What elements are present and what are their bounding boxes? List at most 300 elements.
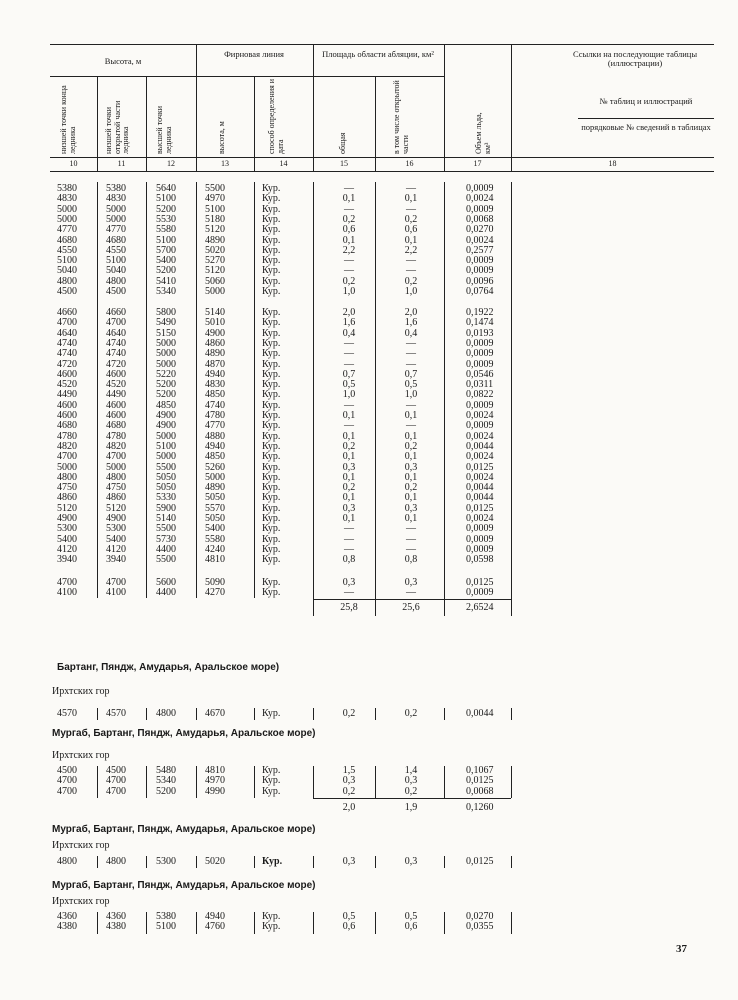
table-cell: 0,0044 [466, 492, 494, 504]
section-subtitle: Ирхтских гор [52, 686, 110, 697]
table-cell: — [344, 183, 354, 194]
table-cell: 4940 [205, 440, 225, 452]
table-cell: 4820 [106, 440, 126, 452]
table-cell: 4520 [57, 379, 77, 391]
table-cell: 4100 [57, 587, 77, 599]
table-cell: 0,0009 [466, 203, 494, 215]
table-cell: 4890 [205, 234, 225, 246]
table-cell: 4900 [57, 513, 77, 524]
table-cell: — [406, 399, 416, 411]
total-cell: 25,8 [340, 602, 358, 613]
table-cell: 4900 [156, 420, 176, 432]
table-cell: 4870 [205, 358, 225, 370]
column-rule [375, 766, 376, 798]
table-cell: 5000 [156, 348, 176, 360]
cell: 4670 [205, 708, 225, 719]
table-cell: 5220 [156, 368, 176, 380]
cell: 4570 [106, 708, 126, 719]
table-cell: 5580 [205, 533, 225, 545]
table-cell: — [406, 348, 416, 360]
table-cell: 0,2 [404, 213, 418, 225]
table-cell: 4740 [106, 337, 126, 349]
table-cell: 5050 [156, 471, 176, 483]
table-cell: 4880 [205, 430, 225, 442]
section-title: Мургаб, Бартанг, Пяндж, Амударья, Аральское море) [52, 824, 316, 835]
table-cell: 5010 [205, 317, 225, 329]
table-cell: 5400 [156, 255, 176, 267]
table-cell: Кур. [262, 410, 281, 421]
table-cell: 0,1 [342, 234, 356, 246]
table-cell: 1,5 [342, 765, 356, 776]
column-rule [313, 766, 314, 798]
table-cell: 4700 [57, 785, 77, 797]
table-cell: 4740 [106, 348, 126, 360]
table-cell: Кур. [262, 523, 281, 535]
section-title: Мургаб, Бартанг, Пяндж, Амударья, Аральское море) [52, 880, 316, 891]
col-num: 11 [117, 159, 126, 168]
table-cell: Кур. [262, 921, 281, 933]
table-cell: 4940 [205, 368, 225, 380]
column-rule [97, 708, 98, 720]
total-row [0, 803, 738, 814]
table-cell: Кур. [262, 265, 281, 277]
table-cell: Кур. [262, 307, 281, 318]
column-rule [313, 856, 314, 868]
table-cell: 5200 [156, 785, 176, 797]
table-cell: 4120 [57, 543, 77, 555]
table-cell: 4700 [106, 451, 126, 463]
col-num: 10 [69, 159, 78, 168]
table-cell: 4970 [205, 775, 225, 787]
table-cell: 5400 [106, 533, 126, 545]
table-cell: 5200 [156, 203, 176, 215]
table-cell: — [344, 587, 354, 599]
table-cell: 4270 [205, 587, 225, 599]
section-subtitle: Ирхтских гор [52, 750, 110, 761]
table-cell: Кур. [262, 213, 281, 225]
table-cell: 0,0009 [466, 399, 494, 411]
table-cell: 0,2 [342, 785, 356, 797]
table-cell: Кур. [262, 420, 281, 432]
table-cell: 4970 [205, 193, 225, 205]
table-cell: 0,1 [404, 430, 418, 442]
table-cell: 0,8 [342, 554, 356, 566]
table-cell: 0,3 [342, 502, 356, 514]
table-cell: 0,1922 [466, 307, 494, 318]
table-cell: Кур. [262, 440, 281, 452]
table-cell: 0,1 [404, 492, 418, 504]
cell: 0,3 [404, 856, 418, 867]
table-cell: 5000 [156, 451, 176, 463]
table-cell: 4770 [106, 224, 126, 236]
table-cell: 0,0009 [466, 420, 494, 432]
table-cell: 2,0 [404, 307, 418, 318]
table-cell: 4500 [57, 765, 77, 776]
col-num: 17 [473, 159, 482, 168]
table-cell: 0,0193 [466, 327, 494, 339]
table-cell: 0,7 [342, 368, 356, 380]
cell: 4800 [57, 856, 77, 867]
header-num-rule-bottom [50, 171, 714, 172]
table-cell: Кур. [262, 587, 281, 599]
table-cell: 4360 [57, 911, 77, 922]
table-cell: 4680 [57, 234, 77, 246]
table-cell: — [344, 265, 354, 277]
table-cell: 1,4 [404, 765, 418, 776]
table-cell: Кур. [262, 379, 281, 391]
table-cell: Кур. [262, 775, 281, 787]
table-cell: 0,6 [404, 224, 418, 236]
header-vline [511, 44, 512, 171]
table-cell: 0,1 [404, 234, 418, 246]
table-cell: 5020 [205, 244, 225, 256]
table-cell: 0,0009 [466, 255, 494, 267]
column-rule [196, 708, 197, 720]
table-cell: 4900 [205, 327, 225, 339]
table-cell: 5300 [57, 523, 77, 535]
table-cell: 4740 [57, 348, 77, 360]
table-cell: Кур. [262, 203, 281, 215]
table-cell: 0,1 [342, 513, 356, 524]
table-cell: 4830 [106, 193, 126, 205]
table-cell: 4700 [106, 785, 126, 797]
table-cell: 5000 [57, 461, 77, 473]
table-cell: 4520 [106, 379, 126, 391]
table-cell: 4500 [106, 286, 126, 297]
table-cell: 5900 [156, 502, 176, 514]
table-cell: 0,0068 [466, 785, 494, 797]
table-cell: 5120 [57, 502, 77, 514]
table-cell: 2,2 [342, 244, 356, 256]
table-cell: 0,0311 [466, 379, 494, 391]
table-cell: 5100 [156, 921, 176, 933]
column-rule [511, 766, 512, 798]
total-cell: 2,6524 [466, 602, 494, 613]
table-cell: 5050 [205, 492, 225, 504]
table-cell: 0,2 [342, 275, 356, 287]
table-cell: Кур. [262, 911, 281, 922]
col-num: 13 [221, 159, 229, 168]
cell: 4570 [57, 708, 77, 719]
table-cell: 0,2 [342, 482, 356, 494]
table-cell: Кур. [262, 765, 281, 776]
table-cell: 1,0 [342, 286, 356, 297]
table-cell: 5000 [205, 286, 225, 297]
table-cell: 4780 [205, 410, 225, 421]
header-vline [375, 76, 376, 171]
table-row [0, 555, 738, 566]
total-row [0, 603, 738, 614]
table-cell: — [406, 358, 416, 370]
table-cell: 0,1 [342, 492, 356, 504]
table-cell: 4820 [57, 440, 77, 452]
table-cell: 4720 [106, 358, 126, 370]
column-rule [97, 856, 98, 868]
table-cell: 4850 [205, 389, 225, 401]
table-cell: 0,0009 [466, 523, 494, 535]
table-cell: 0,3 [404, 775, 418, 787]
section-row [0, 708, 738, 720]
table-cell: — [406, 183, 416, 194]
table-cell: 0,2 [404, 440, 418, 452]
total-cell: 25,6 [402, 602, 420, 613]
table-cell: 4700 [106, 775, 126, 787]
table-cell: 0,2577 [466, 244, 494, 256]
table-cell: 4900 [156, 410, 176, 421]
table-cell: 5000 [106, 461, 126, 473]
table-cell: Кур. [262, 275, 281, 287]
table-cell: 4600 [106, 410, 126, 421]
table-cell: 0,3 [342, 461, 356, 473]
column-rule [444, 856, 445, 868]
table-cell: 5500 [205, 183, 225, 194]
header-ref-rule [578, 118, 714, 119]
table-cell: 5270 [205, 255, 225, 267]
total-rule [313, 599, 511, 600]
table-cell: 0,0822 [466, 389, 494, 401]
table-cell: 4660 [106, 307, 126, 318]
column-rule [511, 912, 512, 934]
table-cell: 5500 [156, 523, 176, 535]
table-cell: Кур. [262, 502, 281, 514]
table-cell: Кур. [262, 430, 281, 442]
table-cell: 4750 [106, 482, 126, 494]
table-cell: 0,0024 [466, 471, 494, 483]
table-cell: — [344, 358, 354, 370]
table-cell: 4750 [57, 482, 77, 494]
table-cell: — [344, 420, 354, 432]
cell: 5020 [205, 856, 225, 867]
cell: 4800 [106, 856, 126, 867]
header-vline [146, 76, 147, 171]
table-row [0, 787, 738, 798]
table-cell: 5380 [106, 183, 126, 194]
section-title: Мургаб, Бартанг, Пяндж, Амударья, Аральское море) [52, 728, 316, 739]
firn-group-header: Фирновая линия [224, 49, 284, 59]
table-cell: 4550 [57, 244, 77, 256]
table-row [0, 922, 738, 933]
col-num: 12 [167, 159, 175, 168]
header-vline [254, 76, 255, 171]
total-cell: 1,9 [404, 802, 418, 813]
table-cell: Кур. [262, 399, 281, 411]
column-rule [375, 912, 376, 934]
table-cell: Кур. [262, 255, 281, 267]
table-cell: 5200 [156, 379, 176, 391]
section-title: Бартанг, Пяндж, Амударья, Аральское море) [57, 662, 280, 673]
table-cell: 4900 [106, 513, 126, 524]
table-cell: 0,3 [342, 577, 356, 588]
table-cell: 4660 [57, 307, 77, 318]
header-vline [196, 44, 197, 171]
total-cell: 0,1260 [466, 802, 494, 813]
table-cell: 0,0024 [466, 234, 494, 246]
table-cell: Кур. [262, 337, 281, 349]
table-cell: 0,0044 [466, 482, 494, 494]
table-cell: 4490 [106, 389, 126, 401]
table-cell: 4990 [205, 785, 225, 797]
table-cell: Кур. [262, 193, 281, 205]
table-cell: 0,1 [404, 451, 418, 463]
table-cell: 4680 [57, 420, 77, 432]
table-cell: — [406, 265, 416, 277]
column-rule [196, 856, 197, 868]
table-cell: — [406, 523, 416, 535]
table-cell: 0,2 [342, 440, 356, 452]
table-cell: 0,0009 [466, 183, 494, 194]
table-cell: 0,1067 [466, 765, 494, 776]
table-cell: 4600 [106, 368, 126, 380]
table-cell: 5700 [156, 244, 176, 256]
table-cell: 5120 [205, 265, 225, 277]
table-cell: 0,5 [342, 379, 356, 391]
table-cell: 5060 [205, 275, 225, 287]
table-cell: 0,7 [404, 368, 418, 380]
table-cell: 0,1 [404, 513, 418, 524]
table-cell: 5730 [156, 533, 176, 545]
table-cell: 1,0 [404, 389, 418, 401]
table-cell: — [344, 399, 354, 411]
column-rule [511, 708, 512, 720]
table-cell: 4700 [106, 317, 126, 329]
table-cell: 0,3 [404, 461, 418, 473]
table-cell: — [344, 255, 354, 267]
header-group-rule [50, 76, 444, 77]
table-cell: 0,0009 [466, 587, 494, 599]
table-cell: 4400 [156, 543, 176, 555]
table-row [0, 588, 738, 599]
table-cell: 0,0009 [466, 358, 494, 370]
table-cell: 0,3 [342, 775, 356, 787]
column-rule [146, 856, 147, 868]
table-cell: 5140 [205, 307, 225, 318]
table-cell: 0,1 [342, 451, 356, 463]
column-rule [146, 766, 147, 798]
table-cell: 0,0546 [466, 368, 494, 380]
table-cell: 0,0096 [466, 275, 494, 287]
table-cell: 0,0125 [466, 502, 494, 514]
table-cell: 5100 [156, 234, 176, 246]
table-cell: 5400 [57, 533, 77, 545]
table-cell: 4760 [205, 921, 225, 933]
table-cell: Кур. [262, 785, 281, 797]
table-cell: 4500 [106, 765, 126, 776]
table-cell: 0,0270 [466, 911, 494, 922]
col-num: 15 [340, 159, 348, 168]
table-cell: 0,0355 [466, 921, 494, 933]
table-cell: 5000 [156, 430, 176, 442]
cell: 4800 [156, 708, 176, 719]
header-vline [444, 44, 445, 171]
table-cell: 5500 [156, 554, 176, 566]
table-cell: 0,1 [404, 471, 418, 483]
column-rule [146, 912, 147, 934]
table-cell: 2,0 [342, 307, 356, 318]
table-cell: 4800 [57, 275, 77, 287]
cell: 0,2 [342, 708, 356, 719]
table-cell: 0,0009 [466, 533, 494, 545]
column-rule [313, 708, 314, 720]
table-cell: 4360 [106, 911, 126, 922]
table-cell: 4720 [57, 358, 77, 370]
total-rule [313, 798, 511, 799]
header-vline [97, 76, 98, 171]
table-cell: Кур. [262, 482, 281, 494]
table-cell: 0,1 [342, 430, 356, 442]
table-cell: 4400 [156, 587, 176, 599]
table-cell: 4800 [106, 275, 126, 287]
column-rule [254, 856, 255, 868]
table-cell: 0,5 [342, 911, 356, 922]
table-cell: 0,6 [404, 921, 418, 933]
table-cell: 5570 [205, 502, 225, 514]
cell: 0,3 [342, 856, 356, 867]
table-cell: 4800 [57, 471, 77, 483]
table-cell: 5040 [57, 265, 77, 277]
table-cell: 5340 [156, 286, 176, 297]
col-num: 16 [405, 159, 414, 168]
column-rule [97, 766, 98, 798]
table-cell: — [406, 203, 416, 215]
col15-header: общая [338, 132, 347, 154]
table-cell: 5200 [156, 389, 176, 401]
table-cell: 0,0024 [466, 451, 494, 463]
table-cell: 2,2 [404, 244, 418, 256]
table-cell: Кур. [262, 244, 281, 256]
table-cell: — [344, 523, 354, 535]
area-group-header: Площадь области абляции, км² [322, 49, 434, 59]
table-cell: 5000 [106, 213, 126, 225]
cell: 0,0125 [466, 856, 494, 867]
table-cell: 4380 [106, 921, 126, 933]
table-cell: 0,2 [404, 482, 418, 494]
section-subtitle: Ирхтских гор [52, 840, 110, 851]
table-cell: 4940 [205, 911, 225, 922]
table-cell: Кур. [262, 286, 281, 297]
table-cell: 5100 [106, 255, 126, 267]
cell: Кур. [262, 708, 281, 719]
table-cell: Кур. [262, 389, 281, 401]
table-cell: 5340 [156, 775, 176, 787]
table-cell: 0,1 [342, 471, 356, 483]
table-cell: Кур. [262, 327, 281, 339]
table-cell: 4700 [57, 451, 77, 463]
table-row [0, 287, 738, 298]
table-cell: 5000 [156, 337, 176, 349]
table-cell: 5150 [156, 327, 176, 339]
table-cell: 1,6 [342, 317, 356, 329]
table-cell: 5000 [57, 203, 77, 215]
table-cell: 5000 [57, 213, 77, 225]
table-cell: 4770 [205, 420, 225, 432]
table-cell: 4770 [57, 224, 77, 236]
table-cell: 0,1 [342, 410, 356, 421]
table-cell: — [406, 587, 416, 599]
table-cell: 0,0024 [466, 193, 494, 205]
table-cell: Кур. [262, 317, 281, 329]
table-cell: 4550 [106, 244, 126, 256]
table-cell: 5380 [57, 183, 77, 194]
table-cell: 5000 [205, 471, 225, 483]
table-cell: 5120 [205, 224, 225, 236]
table-cell: 4600 [57, 399, 77, 411]
page-number: 37 [676, 943, 687, 955]
table-cell: 4640 [106, 327, 126, 339]
table-cell: 4680 [106, 420, 126, 432]
table-cell: 4890 [205, 482, 225, 494]
table-cell: 0,8 [404, 554, 418, 566]
col13-header: высота, м [217, 121, 226, 154]
